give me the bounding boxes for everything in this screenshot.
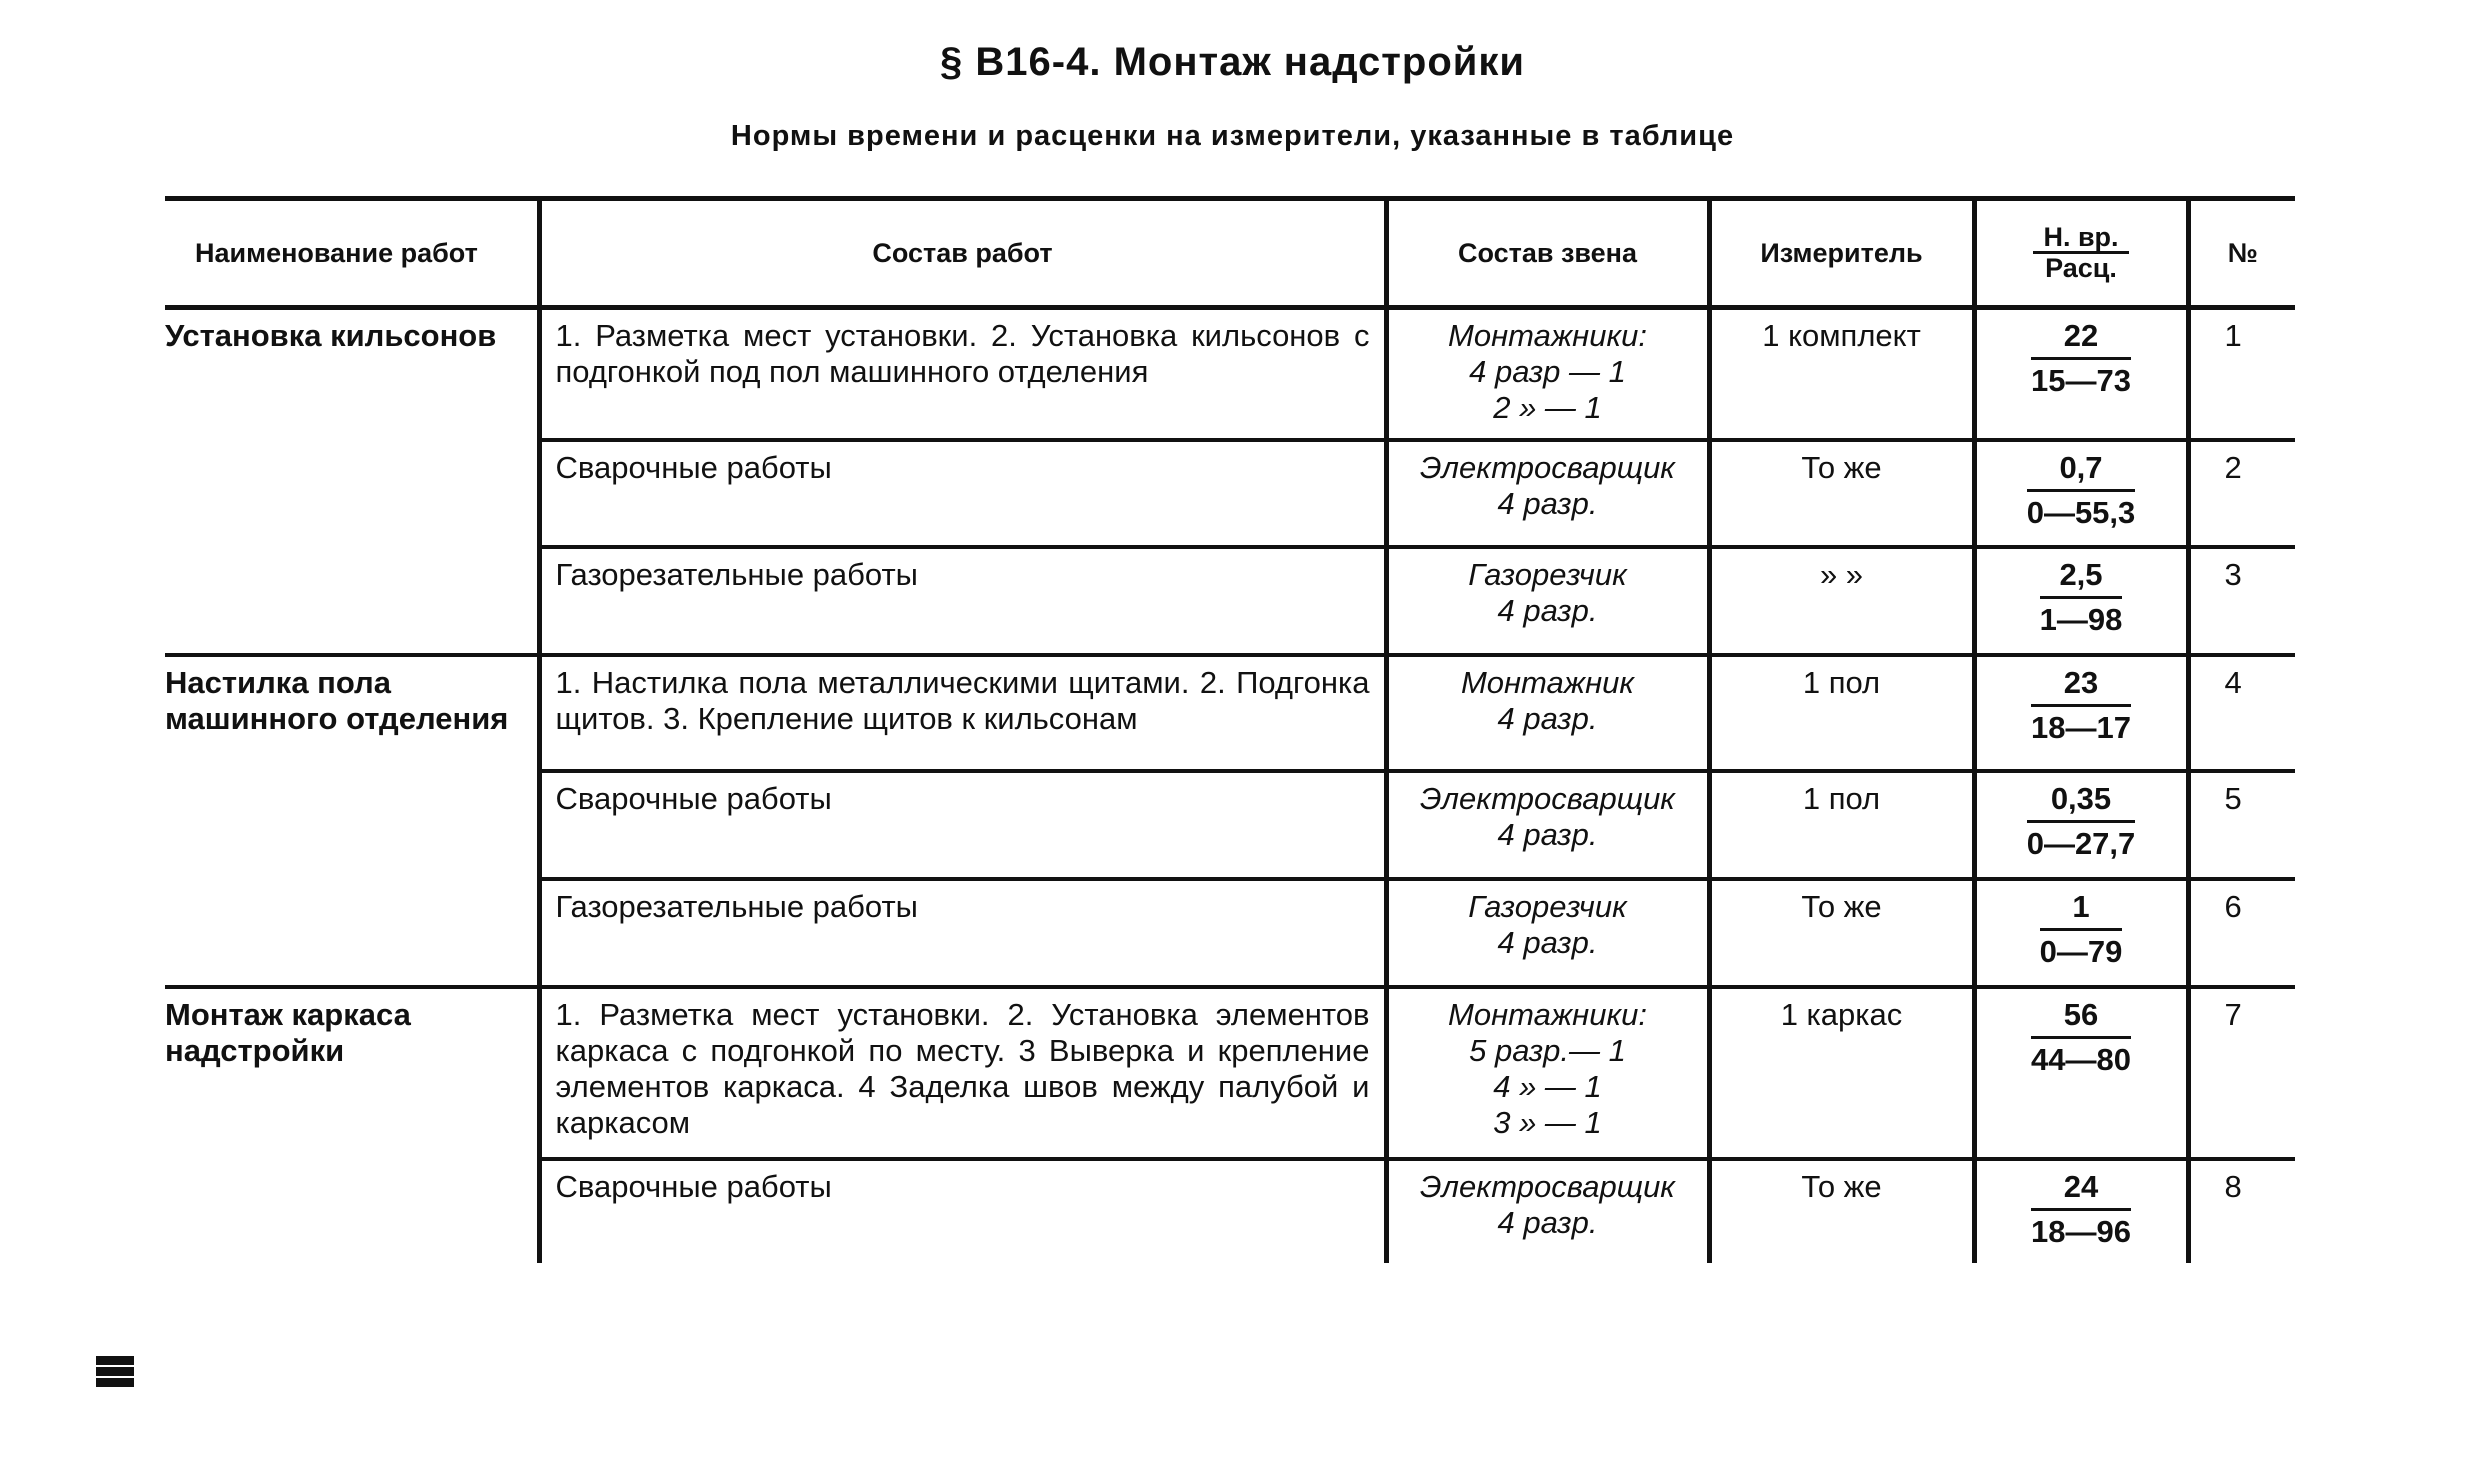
crew-cell bbox=[1386, 655, 1709, 771]
table-row bbox=[165, 308, 2295, 440]
crew-line: 4 разр — 1 bbox=[1469, 354, 1626, 389]
unit-cell: То же bbox=[1709, 1159, 1974, 1263]
header-work: Состав работ bbox=[539, 199, 1386, 308]
norm-rate-cell bbox=[1974, 655, 2188, 771]
crew-line: 4 разр. bbox=[1497, 816, 1598, 852]
header-num: № bbox=[2188, 199, 2295, 308]
rate-value: 0—27,7 bbox=[2026, 825, 2136, 861]
norm-rate-cell bbox=[1974, 771, 2188, 879]
row-number: 3 bbox=[2188, 547, 2295, 655]
section-title: § В16-4. Монтаж надстройки bbox=[940, 40, 1525, 84]
crew-line: 4 разр. bbox=[1497, 1204, 1598, 1240]
unit-cell: То же bbox=[1709, 879, 1974, 987]
crew-line: 4 разр. bbox=[1497, 592, 1598, 628]
unit-cell: 1 пол bbox=[1709, 655, 1974, 771]
unit-cell: 1 комплект bbox=[1709, 308, 1974, 440]
time-norm: 22 bbox=[2031, 318, 2131, 360]
rate-value: 1—98 bbox=[2039, 601, 2123, 637]
crew-line: Монтажники: bbox=[1448, 318, 1647, 353]
row-number: 6 bbox=[2188, 879, 2295, 987]
crew-line: Электросварщик bbox=[1420, 1168, 1675, 1204]
rate-value: 18—17 bbox=[2031, 709, 2131, 745]
work-description: Газорезательные работы bbox=[539, 547, 1386, 655]
header-name: Наименование работ bbox=[165, 199, 539, 308]
work-description: Газорезательные работы bbox=[539, 879, 1386, 987]
crew-cell bbox=[1386, 1159, 1709, 1263]
table-subtitle: Нормы времени и расценки на измерители, указанные в таблице bbox=[730, 120, 1735, 152]
unit-cell: 1 каркас bbox=[1709, 987, 1974, 1159]
rate-value: 18—96 bbox=[2031, 1213, 2131, 1249]
time-norm: 24 bbox=[2031, 1169, 2131, 1211]
table-header-row bbox=[165, 199, 2295, 308]
row-number: 8 bbox=[2188, 1159, 2295, 1263]
crew-cell bbox=[1386, 440, 1709, 547]
time-norm: 0,35 bbox=[2027, 781, 2136, 823]
crew-cell bbox=[1386, 771, 1709, 879]
crew-line: 4 разр. bbox=[1497, 700, 1598, 736]
row-number: 4 bbox=[2188, 655, 2295, 771]
row-number: 7 bbox=[2188, 987, 2295, 1159]
crew-line: Электросварщик bbox=[1420, 780, 1675, 816]
header-unit: Измеритель bbox=[1709, 199, 1974, 308]
work-description: Сварочные работы bbox=[539, 440, 1386, 547]
work-description: 1. Настилка пола металлическими щитами. 2. Подгонка щитов. 3. Крепление щитов к кильсонам bbox=[539, 655, 1386, 771]
crew-line: Газорезчик bbox=[1468, 888, 1627, 924]
crew-line: Монтажники: bbox=[1448, 996, 1647, 1032]
unit-cell: » » bbox=[1709, 547, 1974, 655]
rate-value: 15—73 bbox=[2031, 363, 2131, 398]
table-row bbox=[165, 655, 2295, 771]
group-name: Установка кильсонов bbox=[165, 308, 539, 655]
norm-rate-cell bbox=[1974, 547, 2188, 655]
crew-line: Электросварщик bbox=[1420, 449, 1675, 485]
work-description: Сварочные работы bbox=[539, 1159, 1386, 1263]
rate-value: 44—80 bbox=[2031, 1041, 2131, 1077]
crew-line: 4 » — 1 bbox=[1493, 1068, 1602, 1104]
work-description: 1. Разметка мест установки. 2. Установка кильсонов с подгонкой под пол машинного отделения bbox=[539, 308, 1386, 440]
unit-cell: 1 пол bbox=[1709, 771, 1974, 879]
crew-line: Газорезчик bbox=[1468, 556, 1627, 592]
crew-line: 4 разр. bbox=[1497, 485, 1598, 521]
crew-cell bbox=[1386, 308, 1709, 440]
crew-line: 5 разр.— 1 bbox=[1469, 1032, 1626, 1068]
rate-value: 0—55,3 bbox=[2026, 494, 2136, 530]
rate-value: 0—79 bbox=[2039, 933, 2123, 969]
crew-line: 3 » — 1 bbox=[1493, 1104, 1602, 1140]
table-row bbox=[165, 987, 2295, 1159]
time-norm: 2,5 bbox=[2040, 557, 2123, 599]
norms-table bbox=[165, 196, 2295, 1263]
page-number-mark bbox=[96, 1352, 134, 1392]
time-norm: 0,7 bbox=[2027, 450, 2136, 492]
unit-cell: То же bbox=[1709, 440, 1974, 547]
crew-line: 2 » — 1 bbox=[1493, 390, 1602, 425]
norm-rate-cell bbox=[1974, 1159, 2188, 1263]
header-rate: Расц. bbox=[2045, 252, 2117, 283]
row-number: 1 bbox=[2188, 308, 2295, 440]
norm-rate-cell bbox=[1974, 987, 2188, 1159]
crew-line: 4 разр. bbox=[1497, 924, 1598, 960]
crew-cell bbox=[1386, 879, 1709, 987]
work-description: Сварочные работы bbox=[539, 771, 1386, 879]
group-name: Настилка пола машинного отделения bbox=[165, 655, 539, 987]
norm-rate-cell bbox=[1974, 440, 2188, 547]
group-name: Монтаж каркаса надстройки bbox=[165, 996, 411, 1068]
time-norm: 23 bbox=[2031, 665, 2131, 707]
work-description: 1. Разметка мест установки. 2. Установка элементов каркаса с подгонкой по месту. 3 Выверка и крепление элементов каркаса. 4 Заделка швов между палубой и каркасом bbox=[539, 987, 1386, 1159]
norm-rate-cell bbox=[1974, 308, 2188, 440]
row-number: 2 bbox=[2188, 440, 2295, 547]
crew-line: Монтажник bbox=[1460, 664, 1635, 700]
time-norm: 1 bbox=[2040, 889, 2123, 931]
header-crew: Состав звена bbox=[1386, 199, 1709, 308]
crew-cell bbox=[1386, 547, 1709, 655]
header-norm: Н. вр. bbox=[2033, 223, 2128, 254]
time-norm: 56 bbox=[2031, 997, 2131, 1039]
crew-cell bbox=[1386, 987, 1709, 1159]
header-norm-rate bbox=[1974, 199, 2188, 308]
row-number: 5 bbox=[2188, 771, 2295, 879]
norm-rate-cell bbox=[1974, 879, 2188, 987]
